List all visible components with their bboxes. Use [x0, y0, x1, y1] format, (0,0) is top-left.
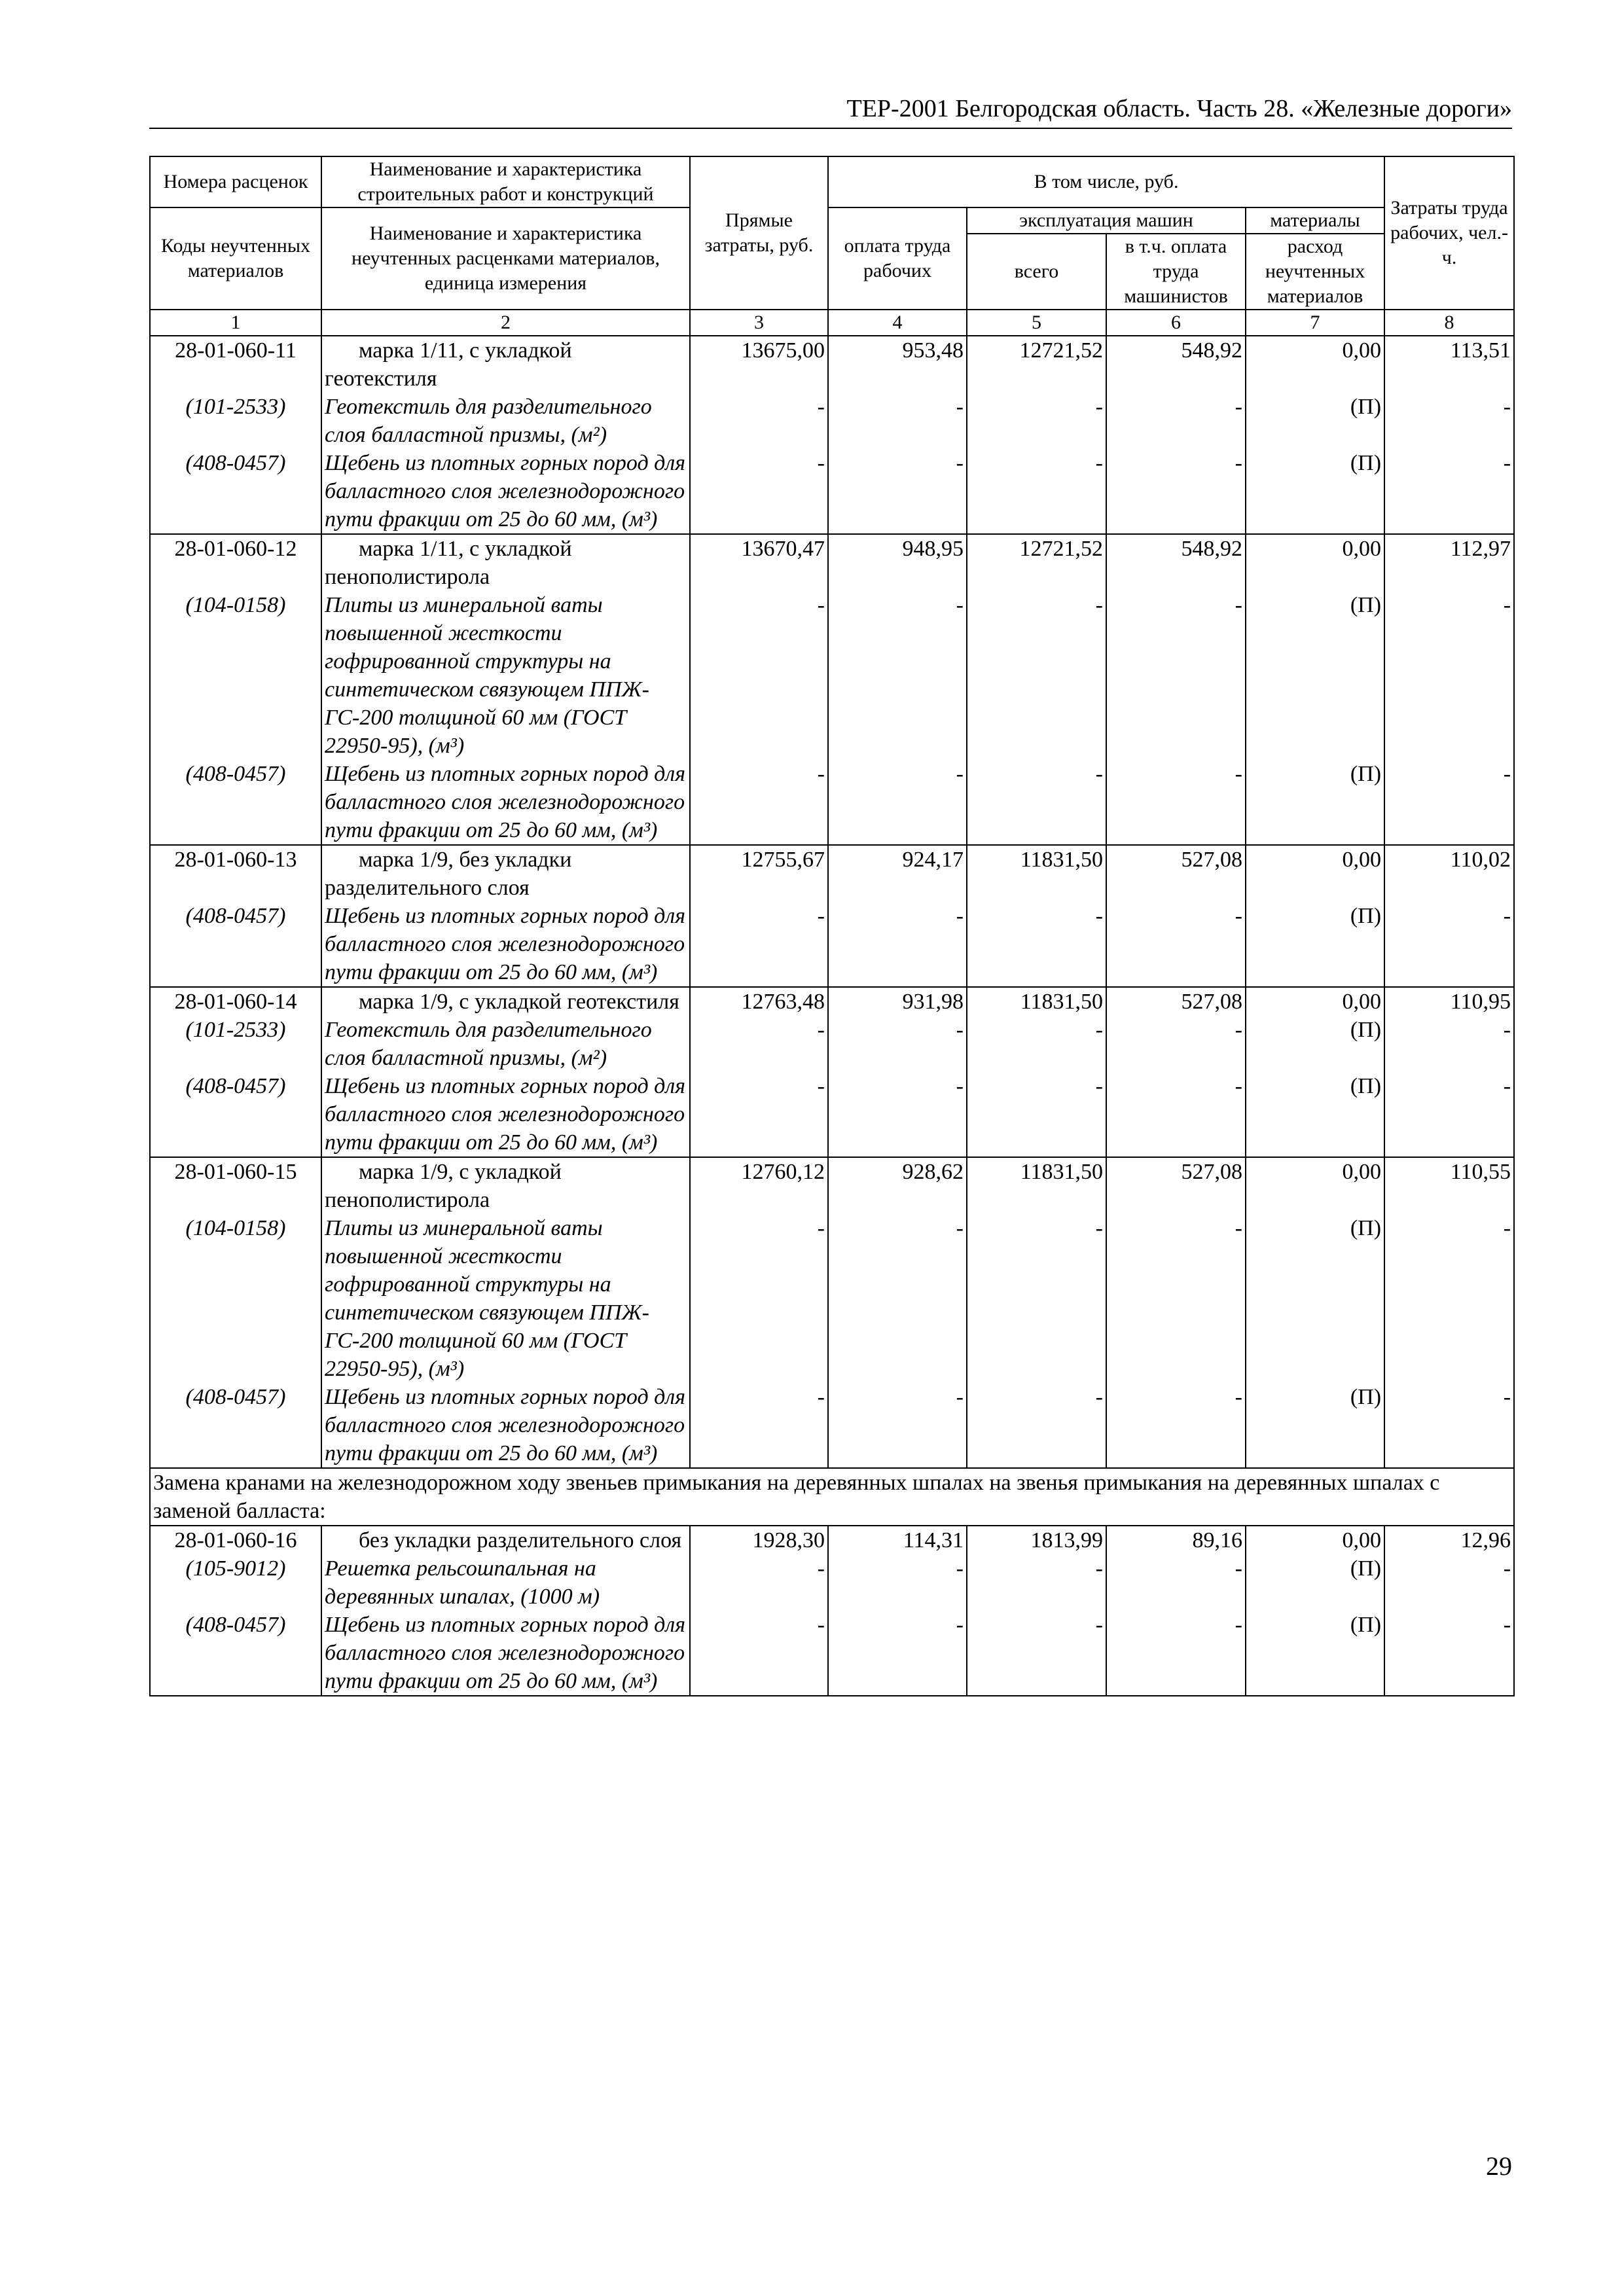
direct-costs-value: -	[690, 1611, 828, 1696]
driver-pay-value: -	[1106, 1611, 1246, 1696]
direct-costs-value: -	[690, 1072, 828, 1157]
material-row	[150, 393, 1514, 449]
direct-costs-value: 13670,47	[690, 534, 828, 591]
material-consumption-value: 0,00	[1246, 987, 1384, 1016]
worker-pay-value: -	[828, 1214, 967, 1383]
material-consumption-value: (П)	[1246, 449, 1384, 534]
driver-pay-value: -	[1106, 902, 1246, 987]
rate-code: 28-01-060-16	[150, 1526, 321, 1554]
material-name: Щебень из плотных горных пород для балластного слоя железнодорожного пути фракции от 25 до 60 мм, (м³)	[321, 449, 690, 534]
driver-pay-value: -	[1106, 760, 1246, 845]
material-consumption-value: (П)	[1246, 1611, 1384, 1696]
driver-pay-value: 527,08	[1106, 845, 1246, 902]
column-numbers-row	[150, 310, 1514, 336]
worker-pay-value: 114,31	[828, 1526, 967, 1554]
section-title: Замена кранами на железнодорожном ходу звеньев примыкания на деревянных шпалах на звенья примыкания на деревянных шпалах с заменой балласта:	[153, 1471, 1440, 1523]
material-name: Щебень из плотных горных пород для балластного слоя железнодорожного пути фракции от 25 до 60 мм, (м³)	[321, 760, 690, 845]
material-code: (408-0457)	[150, 760, 321, 845]
work-row	[150, 845, 1514, 902]
header-incl: В том числе, руб.	[828, 156, 1384, 207]
column-number: 6	[1106, 310, 1246, 336]
header-unaccounted-consumption: расход неучтенных материалов	[1246, 234, 1384, 310]
direct-costs-value: -	[690, 449, 828, 534]
material-code: (101-2533)	[150, 393, 321, 449]
labor-costs-value: -	[1384, 1016, 1514, 1072]
material-row	[150, 1016, 1514, 1072]
material-name: Щебень из плотных горных пород для балластного слоя железнодорожного пути фракции от 25 до 60 мм, (м³)	[321, 1611, 690, 1696]
driver-pay-value: -	[1106, 449, 1246, 534]
material-consumption-value: (П)	[1246, 902, 1384, 987]
work-row	[150, 534, 1514, 591]
labor-costs-value: -	[1384, 1554, 1514, 1611]
labor-costs-value: -	[1384, 760, 1514, 845]
material-row	[150, 1554, 1514, 1611]
section-row	[150, 1468, 1514, 1526]
material-name: Геотекстиль для разделительного слоя балластной призмы, (м²)	[321, 393, 690, 449]
column-number: 8	[1384, 310, 1514, 336]
material-consumption-value: (П)	[1246, 1016, 1384, 1072]
driver-pay-value: 89,16	[1106, 1526, 1246, 1554]
rate-code: 28-01-060-12	[150, 534, 321, 591]
machine-total-value: -	[967, 1554, 1106, 1611]
header-total: всего	[967, 234, 1106, 310]
material-code: (408-0457)	[150, 1383, 321, 1468]
worker-pay-value: -	[828, 1611, 967, 1696]
driver-pay-value: 548,92	[1106, 336, 1246, 393]
driver-pay-value: 527,08	[1106, 1157, 1246, 1214]
machine-total-value: 1813,99	[967, 1526, 1106, 1554]
direct-costs-value: 1928,30	[690, 1526, 828, 1554]
header-rate-numbers: Номера расценок	[150, 156, 321, 207]
material-consumption-value: (П)	[1246, 1072, 1384, 1157]
material-name: Щебень из плотных горных пород для балластного слоя железнодорожного пути фракции от 25 до 60 мм, (м³)	[321, 1383, 690, 1468]
header-labor-costs: Затраты труда рабочих, чел.-ч.	[1384, 156, 1514, 310]
direct-costs-value: 12755,67	[690, 845, 828, 902]
material-consumption-value: (П)	[1246, 1554, 1384, 1611]
driver-pay-value: -	[1106, 1554, 1246, 1611]
material-code: (101-2533)	[150, 1016, 321, 1072]
machine-total-value: 12721,52	[967, 336, 1106, 393]
work-name: марка 1/11, с укладкой пенополистирола	[321, 534, 690, 591]
header-unaccounted-codes: Коды неучтенных материалов	[150, 207, 321, 310]
labor-costs-value: -	[1384, 1383, 1514, 1468]
material-row	[150, 902, 1514, 987]
rate-code: 28-01-060-14	[150, 987, 321, 1016]
running-head: ТЕР-2001 Белгородская область. Часть 28. «Железные дороги»	[149, 94, 1512, 129]
work-name: марка 1/9, без укладки разделительного слоя	[321, 845, 690, 902]
work-name: марка 1/9, с укладкой пенополистирола	[321, 1157, 690, 1214]
driver-pay-value: -	[1106, 1383, 1246, 1468]
worker-pay-value: -	[828, 393, 967, 449]
labor-costs-value: -	[1384, 591, 1514, 760]
table-body	[150, 336, 1514, 1696]
header-unaccounted-name: Наименование и характеристика неучтенных расценками материалов, единица измерения	[321, 207, 690, 310]
labor-costs-value: 112,97	[1384, 534, 1514, 591]
driver-pay-value: 527,08	[1106, 987, 1246, 1016]
worker-pay-value: -	[828, 1554, 967, 1611]
material-row	[150, 1611, 1514, 1696]
work-row	[150, 987, 1514, 1016]
work-name: марка 1/9, с укладкой геотекстиля	[321, 987, 690, 1016]
column-number: 5	[967, 310, 1106, 336]
labor-costs-value: -	[1384, 393, 1514, 449]
material-code: (408-0457)	[150, 902, 321, 987]
worker-pay-value: -	[828, 1383, 967, 1468]
worker-pay-value: -	[828, 760, 967, 845]
material-code: (105-9012)	[150, 1554, 321, 1611]
machine-total-value: -	[967, 1383, 1106, 1468]
work-name: без укладки разделительного слоя	[321, 1526, 690, 1554]
labor-costs-value: -	[1384, 902, 1514, 987]
machine-total-value: 11831,50	[967, 1157, 1106, 1214]
column-number: 4	[828, 310, 967, 336]
material-name: Щебень из плотных горных пород для балластного слоя железнодорожного пути фракции от 25 до 60 мм, (м³)	[321, 1072, 690, 1157]
direct-costs-value: -	[690, 760, 828, 845]
worker-pay-value: 948,95	[828, 534, 967, 591]
material-name: Щебень из плотных горных пород для балластного слоя железнодорожного пути фракции от 25 до 60 мм, (м³)	[321, 902, 690, 987]
work-name: марка 1/11, с укладкой геотекстиля	[321, 336, 690, 393]
machine-total-value: 11831,50	[967, 845, 1106, 902]
column-number: 2	[321, 310, 690, 336]
material-row	[150, 1214, 1514, 1383]
column-number: 1	[150, 310, 321, 336]
machine-total-value: 12721,52	[967, 534, 1106, 591]
labor-costs-value: -	[1384, 449, 1514, 534]
worker-pay-value: -	[828, 449, 967, 534]
rate-code: 28-01-060-15	[150, 1157, 321, 1214]
labor-costs-value: 110,55	[1384, 1157, 1514, 1214]
worker-pay-value: 928,62	[828, 1157, 967, 1214]
driver-pay-value: -	[1106, 1214, 1246, 1383]
worker-pay-value: 924,17	[828, 845, 967, 902]
material-consumption-value: 0,00	[1246, 1526, 1384, 1554]
labor-costs-value: -	[1384, 1072, 1514, 1157]
header-driver-pay: в т.ч. оплата труда машинистов	[1106, 234, 1246, 310]
material-row	[150, 1383, 1514, 1468]
labor-costs-value: 110,02	[1384, 845, 1514, 902]
section-cell	[150, 1468, 1514, 1526]
page-number: 29	[1486, 2151, 1512, 2181]
material-consumption-value: 0,00	[1246, 1157, 1384, 1214]
material-code: (104-0158)	[150, 591, 321, 760]
worker-pay-value: 931,98	[828, 987, 967, 1016]
work-row	[150, 1157, 1514, 1214]
worker-pay-value: -	[828, 1016, 967, 1072]
material-name: Плиты из минеральной ваты повышенной жесткости гофрированной структуры на синтетическом связующем ППЖ-ГС-200 толщиной 60 мм (ГОСТ 22950-95), (м³)	[321, 1214, 690, 1383]
labor-costs-value: -	[1384, 1611, 1514, 1696]
machine-total-value: -	[967, 393, 1106, 449]
material-consumption-value: (П)	[1246, 760, 1384, 845]
driver-pay-value: 548,92	[1106, 534, 1246, 591]
direct-costs-value: -	[690, 1383, 828, 1468]
worker-pay-value: -	[828, 591, 967, 760]
header-materials: материалы	[1246, 207, 1384, 234]
column-number: 7	[1246, 310, 1384, 336]
material-code: (408-0457)	[150, 1072, 321, 1157]
material-row	[150, 449, 1514, 534]
work-row	[150, 1526, 1514, 1554]
material-code: (104-0158)	[150, 1214, 321, 1383]
machine-total-value: -	[967, 591, 1106, 760]
material-name: Плиты из минеральной ваты повышенной жесткости гофрированной структуры на синтетическом связующем ППЖ-ГС-200 толщиной 60 мм (ГОСТ 22950-95), (м³)	[321, 591, 690, 760]
machine-total-value: -	[967, 760, 1106, 845]
material-code: (408-0457)	[150, 449, 321, 534]
material-row	[150, 760, 1514, 845]
machine-total-value: -	[967, 1016, 1106, 1072]
worker-pay-value: 953,48	[828, 336, 967, 393]
machine-total-value: 11831,50	[967, 987, 1106, 1016]
header-machine-operation: эксплуатация машин	[967, 207, 1246, 234]
material-code: (408-0457)	[150, 1611, 321, 1696]
direct-costs-value: -	[690, 1554, 828, 1611]
labor-costs-value: 113,51	[1384, 336, 1514, 393]
driver-pay-value: -	[1106, 393, 1246, 449]
material-consumption-value: 0,00	[1246, 845, 1384, 902]
direct-costs-value: -	[690, 591, 828, 760]
machine-total-value: -	[967, 1214, 1106, 1383]
machine-total-value: -	[967, 902, 1106, 987]
material-consumption-value: (П)	[1246, 591, 1384, 760]
material-consumption-value: (П)	[1246, 1383, 1384, 1468]
labor-costs-value: -	[1384, 1214, 1514, 1383]
header-work-name: Наименование и характеристика строительных работ и конструкций	[321, 156, 690, 207]
direct-costs-value: -	[690, 1214, 828, 1383]
driver-pay-value: -	[1106, 1072, 1246, 1157]
direct-costs-value: -	[690, 1016, 828, 1072]
material-consumption-value: 0,00	[1246, 336, 1384, 393]
material-name: Решетка рельсошпальная на деревянных шпалах, (1000 м)	[321, 1554, 690, 1611]
material-consumption-value: 0,00	[1246, 534, 1384, 591]
machine-total-value: -	[967, 449, 1106, 534]
labor-costs-value: 12,96	[1384, 1526, 1514, 1554]
worker-pay-value: -	[828, 902, 967, 987]
direct-costs-value: -	[690, 902, 828, 987]
direct-costs-value: 12760,12	[690, 1157, 828, 1214]
driver-pay-value: -	[1106, 1016, 1246, 1072]
material-row	[150, 1072, 1514, 1157]
direct-costs-value: -	[690, 393, 828, 449]
header-worker-pay: оплата труда рабочих	[828, 207, 967, 310]
material-name: Геотекстиль для разделительного слоя балластной призмы, (м²)	[321, 1016, 690, 1072]
material-row	[150, 591, 1514, 760]
labor-costs-value: 110,95	[1384, 987, 1514, 1016]
machine-total-value: -	[967, 1072, 1106, 1157]
column-number: 3	[690, 310, 828, 336]
worker-pay-value: -	[828, 1072, 967, 1157]
work-row	[150, 336, 1514, 393]
direct-costs-value: 12763,48	[690, 987, 828, 1016]
machine-total-value: -	[967, 1611, 1106, 1696]
direct-costs-value: 13675,00	[690, 336, 828, 393]
rates-table	[149, 156, 1515, 1696]
rate-code: 28-01-060-13	[150, 845, 321, 902]
table-header	[150, 156, 1514, 336]
driver-pay-value: -	[1106, 591, 1246, 760]
rate-code: 28-01-060-11	[150, 336, 321, 393]
header-direct-costs: Прямые затраты, руб.	[690, 156, 828, 310]
material-consumption-value: (П)	[1246, 393, 1384, 449]
material-consumption-value: (П)	[1246, 1214, 1384, 1383]
